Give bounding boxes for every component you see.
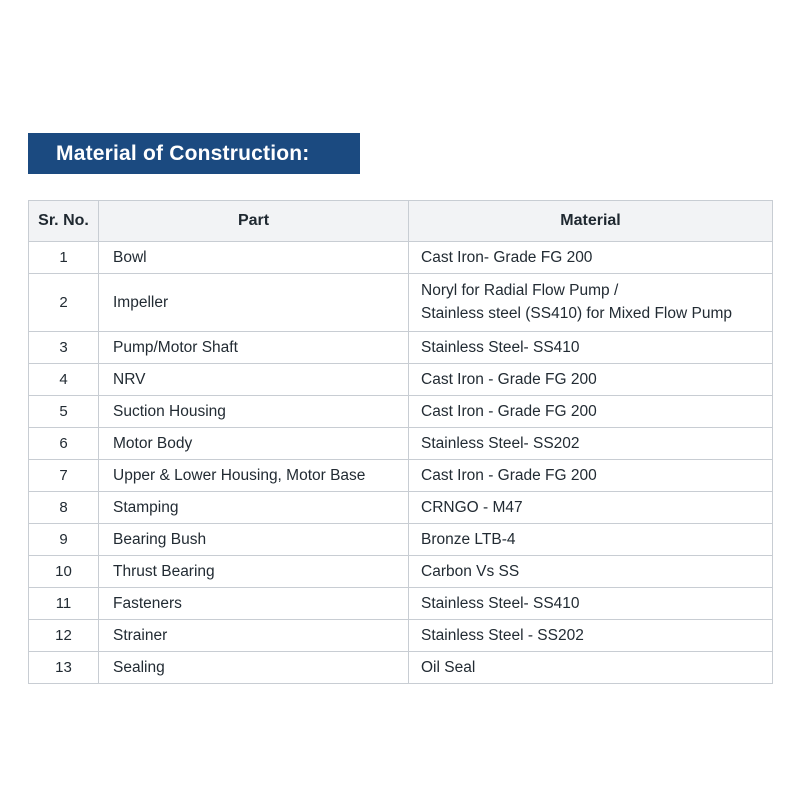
table-row <box>29 396 773 428</box>
cell-sr-no: 3 <box>29 332 99 364</box>
table-row <box>29 588 773 620</box>
cell-material: Stainless Steel- SS202 <box>409 428 773 460</box>
cell-material: Stainless Steel - SS202 <box>409 620 773 652</box>
cell-material: Cast Iron - Grade FG 200 <box>409 396 773 428</box>
cell-material: Cast Iron - Grade FG 200 <box>409 364 773 396</box>
cell-material: Oil Seal <box>409 652 773 684</box>
cell-sr-no: 1 <box>29 242 99 274</box>
cell-sr-no: 8 <box>29 492 99 524</box>
cell-part: NRV <box>99 364 409 396</box>
table-header-row <box>29 201 773 242</box>
table-row <box>29 274 773 332</box>
column-header-part: Part <box>99 201 409 242</box>
table-row <box>29 242 773 274</box>
cell-sr-no: 7 <box>29 460 99 492</box>
cell-material: Stainless Steel- SS410 <box>409 588 773 620</box>
cell-material-line-2: Stainless steel (SS410) for Mixed Flow Pump <box>421 304 732 322</box>
cell-sr-no: 5 <box>29 396 99 428</box>
cell-material: Stainless Steel- SS410 <box>409 332 773 364</box>
cell-part: Stamping <box>99 492 409 524</box>
column-header-material: Material <box>409 201 773 242</box>
cell-sr-no: 4 <box>29 364 99 396</box>
cell-part: Motor Body <box>99 428 409 460</box>
table-header <box>29 201 773 242</box>
cell-part: Suction Housing <box>99 396 409 428</box>
cell-sr-no: 2 <box>29 274 99 332</box>
cell-material: Bronze LTB-4 <box>409 524 773 556</box>
cell-material <box>409 274 773 332</box>
table-row <box>29 460 773 492</box>
table-row <box>29 556 773 588</box>
cell-part: Bearing Bush <box>99 524 409 556</box>
section-heading-banner <box>28 133 360 174</box>
cell-material-line-1: Noryl for Radial Flow Pump / <box>421 282 619 300</box>
cell-sr-no: 6 <box>29 428 99 460</box>
cell-part: Pump/Motor Shaft <box>99 332 409 364</box>
table-row <box>29 428 773 460</box>
cell-part: Upper & Lower Housing, Motor Base <box>99 460 409 492</box>
cell-material: Cast Iron- Grade FG 200 <box>409 242 773 274</box>
table-body <box>29 242 773 684</box>
cell-material: CRNGO - M47 <box>409 492 773 524</box>
column-header-sr-no: Sr. No. <box>29 201 99 242</box>
cell-part: Sealing <box>99 652 409 684</box>
cell-sr-no: 11 <box>29 588 99 620</box>
cell-part: Thrust Bearing <box>99 556 409 588</box>
cell-part: Impeller <box>99 274 409 332</box>
cell-part: Fasteners <box>99 588 409 620</box>
table-row <box>29 364 773 396</box>
table-row <box>29 332 773 364</box>
page-title: Material of Construction: <box>56 141 310 165</box>
cell-sr-no: 13 <box>29 652 99 684</box>
table-row <box>29 620 773 652</box>
material-of-construction-table <box>28 200 773 684</box>
cell-part: Bowl <box>99 242 409 274</box>
cell-material: Cast Iron - Grade FG 200 <box>409 460 773 492</box>
table-row <box>29 524 773 556</box>
cell-sr-no: 12 <box>29 620 99 652</box>
cell-material: Carbon Vs SS <box>409 556 773 588</box>
cell-sr-no: 9 <box>29 524 99 556</box>
cell-sr-no: 10 <box>29 556 99 588</box>
table-row <box>29 492 773 524</box>
table-row <box>29 652 773 684</box>
cell-part: Strainer <box>99 620 409 652</box>
